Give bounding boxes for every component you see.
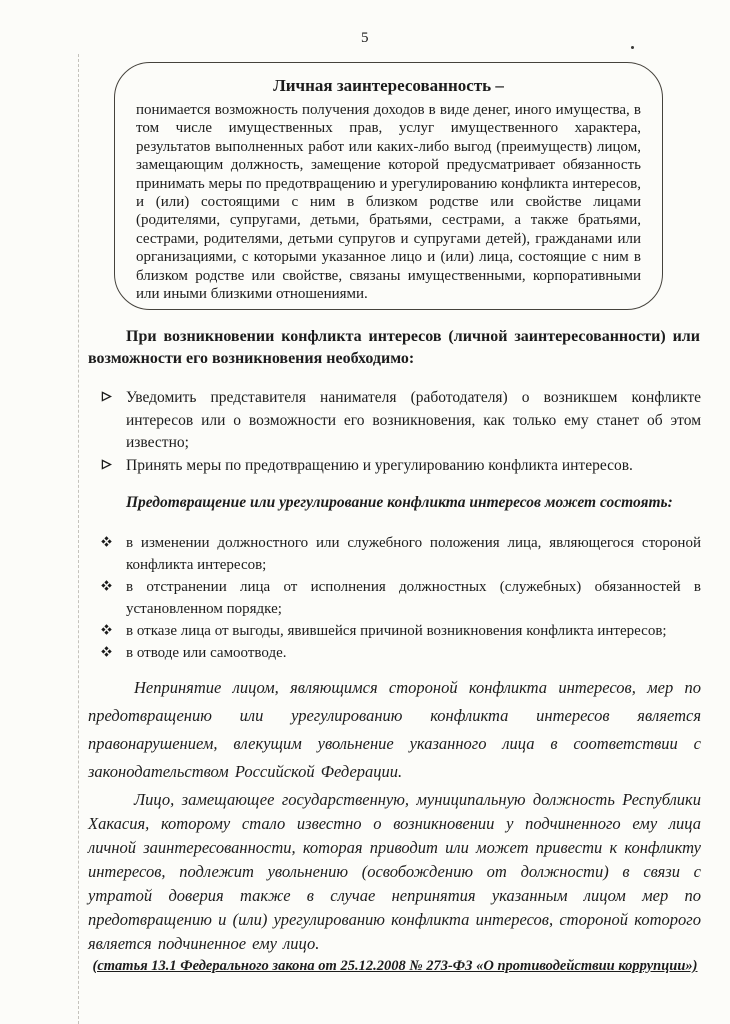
legal-reference: (статья 13.1 Федерального закона от 25.12.2008 № 273-ФЗ «О противодействии коррупции») — [92, 958, 698, 974]
diamond-bullet-icon — [101, 536, 112, 547]
definition-box — [114, 62, 663, 310]
liability-paragraph: Непринятие лицом, являющимся стороной конфликта интересов, мер по предотвращению или урегулированию конфликта интересов является правонарушением, влекущим увольнение указанного лица в соответствии с законодательством Российской Федерации. — [88, 678, 701, 781]
list-item-text: в отказе лица от выгоды, явившейся причиной возникновения конфликта интересов; — [126, 623, 667, 639]
scan-speck — [631, 46, 634, 49]
list-item-text: в отстранении лица от исполнения должностных (служебных) обязанностей в установленном порядке; — [126, 579, 701, 617]
arrow-bullet-icon — [101, 459, 112, 470]
list-item-text: в отводе или самоотводе. — [126, 645, 287, 661]
list-item — [100, 642, 701, 664]
prevention-heading: Предотвращение или урегулирование конфликта интересов может состоять: — [126, 494, 673, 511]
list-item — [100, 387, 701, 455]
list-item — [100, 455, 701, 478]
list-item — [100, 576, 701, 620]
definition-title: Личная заинтересованность – — [273, 76, 504, 95]
diamond-bullet-icon — [101, 646, 112, 657]
list-item — [100, 620, 701, 642]
intro-paragraph: При возникновении конфликта интересов (личной заинтересованности) или возможности его возникновения необходимо: — [88, 328, 700, 367]
page-number: 5 — [361, 30, 369, 46]
scan-left-edge-line — [78, 54, 79, 1024]
list-item-text: в изменении должностного или служебного положения лица, являющегося стороной конфликта интересов; — [126, 535, 701, 573]
list-item — [100, 532, 701, 576]
dismissal-paragraph: Лицо, замещающее государственную, муниципальную должность Республики Хакасия, которому стало известно о возникновении у подчиненного ему лица личной заинтересованности, которая приводит или может привести к конфликту интересов, подлежит увольнению (освобождению от должности) в связи с утратой доверия также в случае непринятия указанным лицом мер по предотвращению и (или) урегулированию конфликта интересов, стороной которого является подчиненное ему лицо. — [88, 790, 701, 953]
diamond-bullet-icon — [101, 624, 112, 635]
arrow-bullet-icon — [101, 391, 112, 402]
diamond-bullet-icon — [101, 580, 112, 591]
prevention-list — [100, 532, 701, 664]
definition-body: понимается возможность получения доходов в виде денег, иного имущества, в том числе имущественных прав, услуг имущественного характера, результатов выполненных работ или каких-либо выгод (преимуществ) лицом, замещающим должность, замещение которой предусматривает обязанность принимать меры по предотвращению и урегулированию конфликта интересов, и (или) состоящими с ним в близком родстве или свойстве лицами (родителями, супругами, детьми, братьями, сестрами, а также братьями, сестрами, родителями, детьми супругов и супругами детей), гражданами или организациями, с которыми указанное лицо и (или) лица, состоящие с ним в близком родстве или свойстве, связаны имущественными, корпоративными или иными близкими отношениями. — [136, 102, 641, 303]
actions-list — [100, 387, 701, 477]
list-item-text: Принять меры по предотвращению и урегулированию конфликта интересов. — [126, 456, 633, 474]
list-item-text: Уведомить представителя нанимателя (работодателя) о возникшем конфликте интересов или о возможности его возникновения, как только ему станет об этом известно; — [126, 389, 701, 451]
